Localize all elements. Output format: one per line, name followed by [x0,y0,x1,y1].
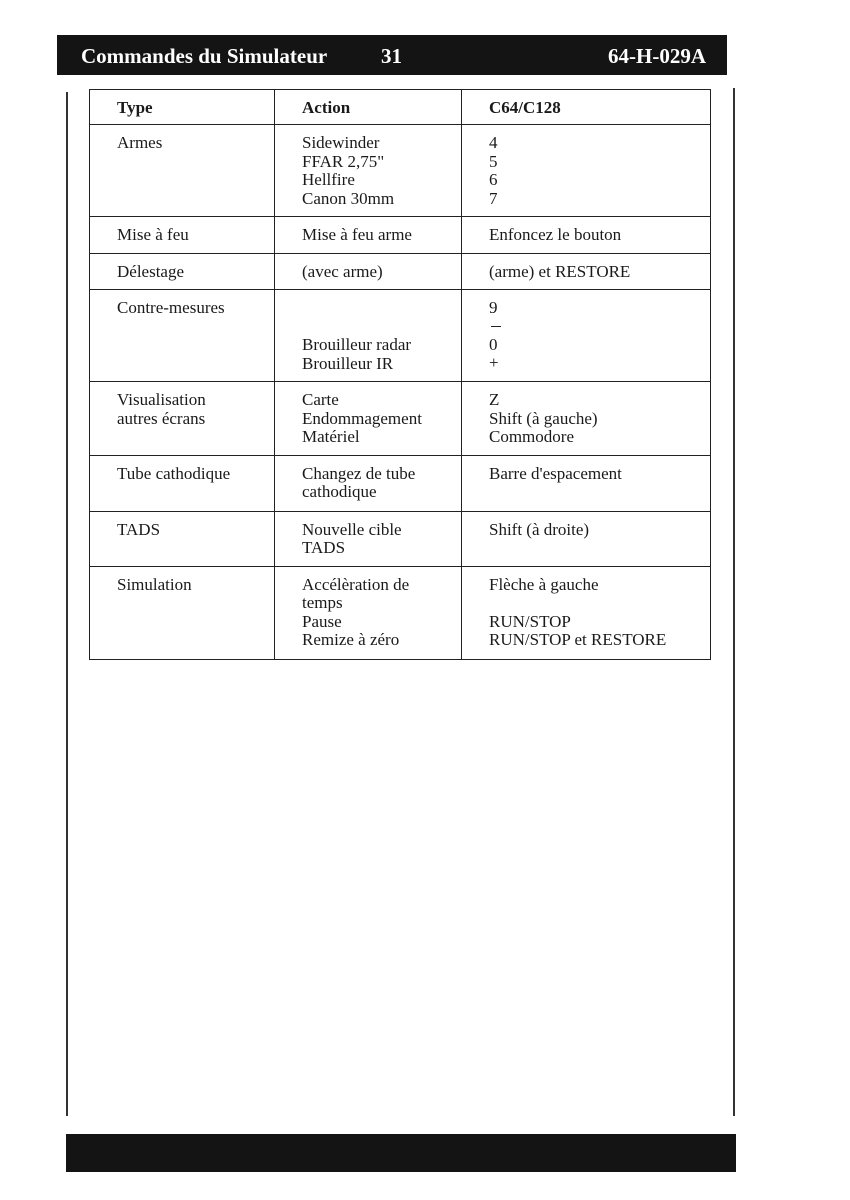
column-header-action: Action [275,90,462,125]
page-header [57,35,727,75]
dash-mark [491,326,501,327]
table-row [90,125,711,217]
table-row [90,253,711,290]
table-row [90,566,711,659]
page-title: Commandes du Simulateur [81,44,328,68]
keys-cell: (arme) et RESTORE [462,253,711,290]
type-cell: Délestage [90,253,275,290]
keys-cell: 4 5 6 7 [462,125,711,217]
column-header-type: Type [90,90,275,125]
action-cell: Sidewinder FFAR 2,75" Hellfire Canon 30mm [275,125,462,217]
table-row [90,217,711,254]
action-cell: Nouvelle cible TADS [275,511,462,566]
table-header-row [90,90,711,125]
keys-cell: Flèche à gauche RUN/STOP RUN/STOP et RESTORE [462,566,711,659]
type-cell: Tube cathodique [90,455,275,511]
keys-cell: Shift (à droite) [462,511,711,566]
type-cell: TADS [90,511,275,566]
table-row [90,290,711,382]
keys-cell: 9 0 + [462,290,711,382]
page-footer [66,1134,736,1172]
table-row [90,455,711,511]
type-cell: Simulation [90,566,275,659]
column-header-keys: C64/C128 [462,90,711,125]
action-cell: Changez de tube cathodique [275,455,462,511]
commands-table [89,89,711,660]
right-margin-rule [733,88,735,1116]
action-cell: Accélèration de temps Pause Remize à zéro [275,566,462,659]
type-cell: Mise à feu [90,217,275,254]
document-code: 64-H-029A [608,44,706,68]
keys-cell: Barre d'espacement [462,455,711,511]
left-margin-rule [66,92,68,1116]
action-cell: Mise à feu arme [275,217,462,254]
action-cell: Brouilleur radar Brouilleur IR [275,290,462,382]
type-cell: Visualisation autres écrans [90,382,275,456]
keys-cell: Z Shift (à gauche) Commodore [462,382,711,456]
page-number: 31 [381,44,402,68]
table-row [90,511,711,566]
action-cell: Carte Endommagement Matériel [275,382,462,456]
type-cell: Contre-mesures [90,290,275,382]
keys-cell: Enfoncez le bouton [462,217,711,254]
action-cell: (avec arme) [275,253,462,290]
type-cell: Armes [90,125,275,217]
table-row [90,382,711,456]
